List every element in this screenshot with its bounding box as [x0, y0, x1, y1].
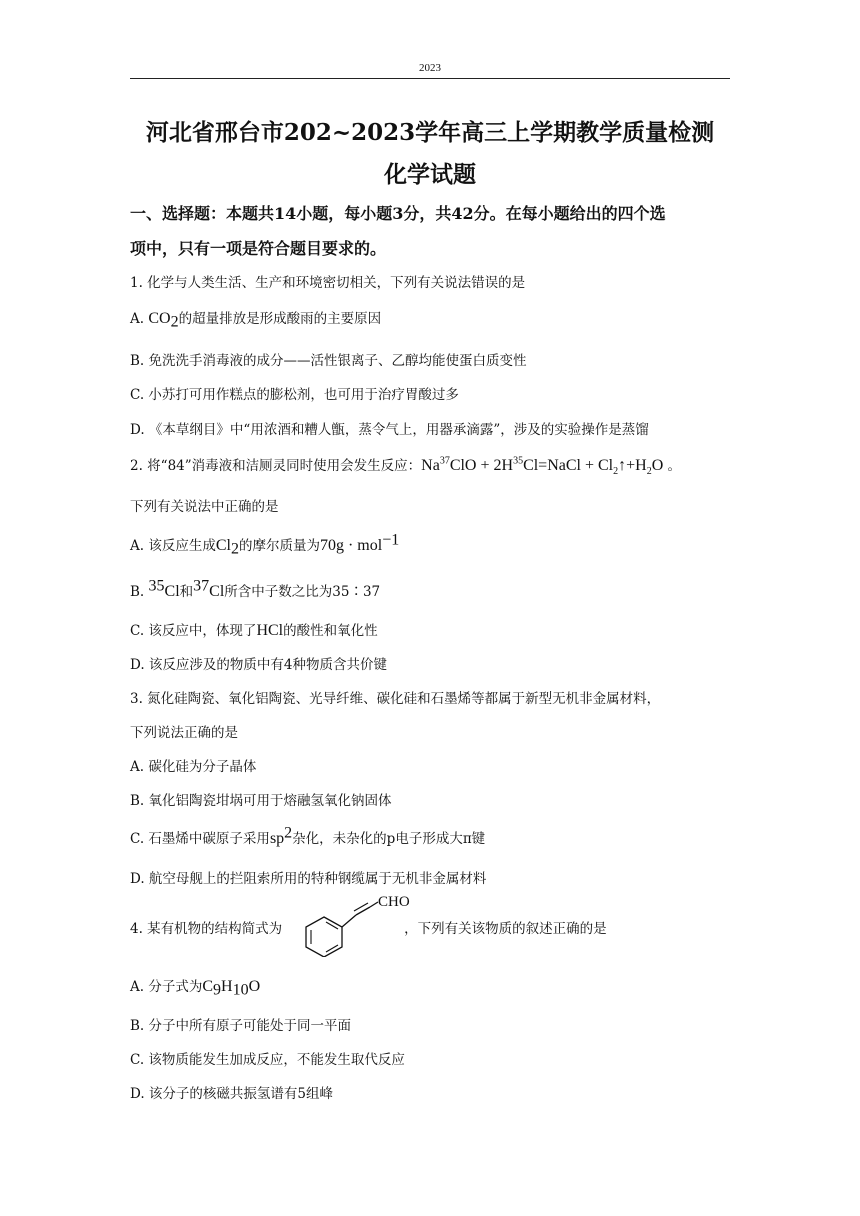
q2-option-a: A. 该反应生成$Cl_2$的摩尔质量为70g · mol$^{-1}$	[130, 531, 400, 558]
header-rule	[130, 78, 730, 79]
q3-option-b: B. 氧化铝陶瓷坩埚可用于熔融氢氧化钠固体	[130, 793, 392, 809]
q2-stem: 2. 将“84”消毒液和洁厕灵同时使用会发生反应：$Na^{37}ClO$ + $2H^{35}Cl=NaCl$ + $Cl_2↑+H_2O$ 。	[130, 455, 682, 478]
page-subtitle: 化学试题	[384, 161, 476, 188]
q1-option-c: C. 小苏打可用作糕点的膨松剂，也可用于治疗胃酸过多	[130, 387, 459, 403]
q3-option-a: A. 碳化硅为分子晶体	[130, 759, 257, 775]
q4-stem: 4. 某有机物的结构简式为 ，下列有关该物质的叙述正确的是	[130, 921, 607, 937]
q4-option-a: A. 分子式为$C_9H_{10}O$	[130, 978, 261, 999]
q4-option-b: B. 分子中所有原子可能处于同一平面	[130, 1018, 352, 1034]
q3-option-d: D. 航空母舰上的拦阻索所用的特种钢缆属于无机非金属材料	[130, 871, 487, 887]
q3-stem: 3. 氮化硅陶瓷、氧化铝陶瓷、光导纤维、碳化硅和石墨烯等都属于新型无机非金属材料，	[130, 691, 661, 707]
q2-stem-cont: 下列有关说法中正确的是	[130, 499, 279, 515]
page-title: 河北省邢台市202~2023学年高三上学期教学质量检测	[145, 119, 715, 146]
q4-option-d: D. 该分子的核磁共振氢谱有5组峰	[130, 1086, 334, 1102]
q1-option-d: D. 《本草纲目》中“用浓酒和糟人甑，蒸令气上，用器承滴露”，涉及的实验操作是蒸馏	[130, 422, 649, 438]
q2-equation: $Na^{37}ClO$ + $2H^{35}Cl=NaCl$ + $Cl_2↑+H_2O$	[421, 455, 664, 478]
q3-stem-cont: 下列说法正确的是	[130, 725, 238, 741]
q2-option-d: D. 该反应涉及的物质中有4种物质含共价键	[130, 657, 388, 673]
q1-stem: 1. 化学与人类生活、生产和环境密切相关，下列有关说法错误的是	[130, 275, 526, 291]
cho-label: CHO	[378, 894, 410, 910]
cinnamaldehyde-structure	[298, 893, 414, 957]
q1-option-a: A. $CO_2$的超量排放是形成酸雨的主要原因	[130, 310, 382, 331]
section-heading: 一、选择题：本题共14小题，每小题3分，共42分。在每小题给出的四个选	[130, 204, 666, 223]
q1-option-b: B. 免洗洗手消毒液的成分——活性银离子、乙醇均能使蛋白质变性	[130, 353, 527, 369]
section-heading-cont: 项中，只有一项是符合题目要求的。	[130, 239, 387, 258]
page-header-year: 2023	[419, 62, 441, 74]
q4-option-c: C. 该物质能发生加成反应，不能发生取代反应	[130, 1052, 405, 1068]
q2-option-c: C. 该反应中，体现了HCl的酸性和氧化性	[130, 622, 378, 639]
q2-option-b: B. $^{35}$Cl和$^{37}$Cl所含中子数之比为35∶37	[130, 577, 381, 600]
q3-option-c: C. 石墨烯中碳原子采用$sp^2$杂化，未杂化的p电子形成大π键	[130, 824, 486, 847]
